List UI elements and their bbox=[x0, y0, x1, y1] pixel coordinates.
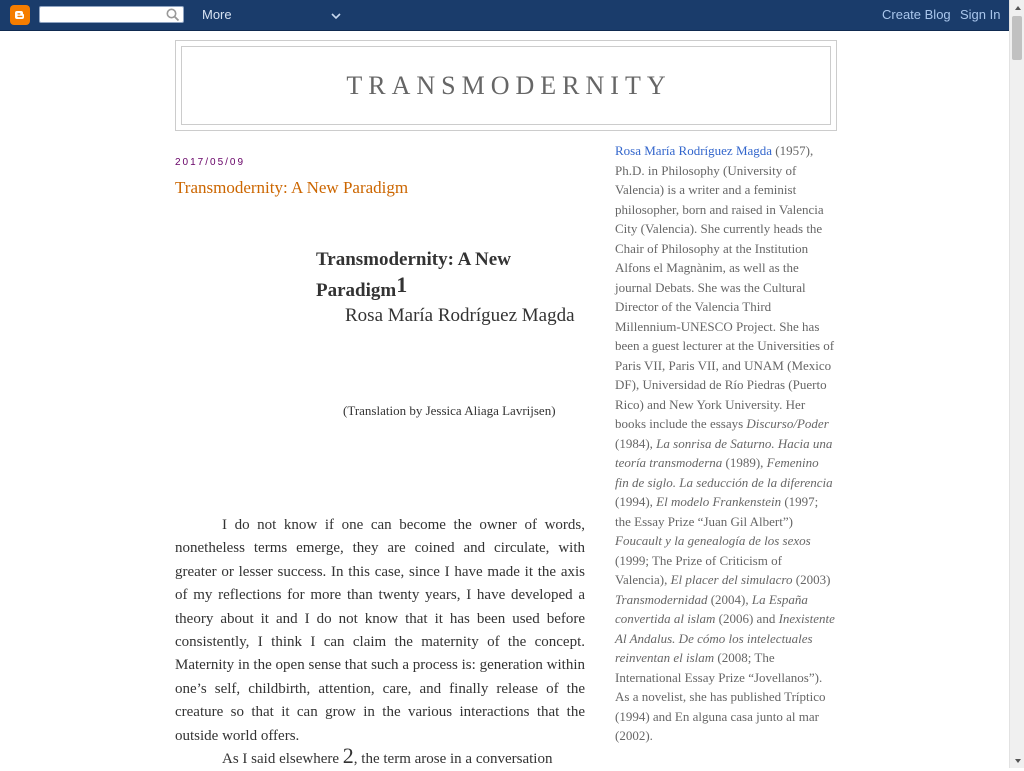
author-bio bbox=[615, 143, 835, 743]
bio-text: (1984), bbox=[615, 435, 657, 451]
bio-text: (1997; the Essay Prize “Juan Gil Albert”) bbox=[615, 494, 819, 529]
post-body bbox=[175, 514, 585, 771]
sign-in-link[interactable]: Sign In bbox=[960, 7, 1001, 22]
book-title: Femenino fin de siglo. La seducción de la diferencia bbox=[615, 455, 833, 490]
scroll-up-arrow-icon[interactable] bbox=[1010, 0, 1024, 15]
scrollbar-thumb[interactable] bbox=[1012, 16, 1022, 60]
post-date: 2017/05/09 bbox=[175, 157, 246, 168]
document-title-text: Transmodernity: A New Paradigm bbox=[316, 249, 511, 301]
post-title[interactable]: Transmodernity: A New Paradigm bbox=[175, 178, 409, 197]
bio-text: (1957), Ph.D. in Philosophy (University of Valencia) is a writer and a feminist philosopher, born and raised in Valencia City (Valencia). She currently heads the Chair of Philosophy at the Institution Alfons el Magnànim, as well as the journal Debats. She was the Cultural Director of the Valencia Third Millennium-UNESCO Project. She has been a guest lecturer at the Universities of Paris VII, Paris VII, and UNAM (Mexico DF), Universidad de Río Piedras (Puerto Rico) and New York University. Her books include the essays bbox=[615, 143, 835, 431]
search-icon[interactable] bbox=[165, 7, 181, 23]
vertical-scrollbar[interactable] bbox=[1009, 0, 1024, 768]
bio-text: (2003) bbox=[792, 572, 831, 587]
blogger-logo-icon[interactable] bbox=[10, 5, 30, 25]
book-title: Inexistente Al Andalus. De cómo los intelectuales reinventan el islam bbox=[615, 611, 835, 665]
bio-text: (2006) and bbox=[715, 611, 779, 626]
translation-credit: (Translation by Jessica Aliaga Lavrijsen) bbox=[343, 403, 556, 418]
more-menu-button[interactable]: More bbox=[202, 7, 232, 22]
footnote-2-link[interactable]: 2 bbox=[342, 743, 354, 769]
scroll-down-arrow-icon[interactable] bbox=[1010, 753, 1024, 768]
blog-title[interactable]: TRANSMODERNITY bbox=[346, 70, 672, 100]
book-title: Transmodernidad bbox=[615, 591, 708, 607]
post-column bbox=[175, 150, 585, 769]
bio-text: (1999; The Prize of Criticism of Valencia), bbox=[615, 552, 782, 587]
blog-search-input[interactable] bbox=[39, 6, 184, 23]
book-title: La España convertida al islam bbox=[615, 591, 808, 626]
author-profile-link[interactable]: Rosa María Rodríguez Magda bbox=[615, 143, 773, 158]
bio-text: (2008; The International Essay Prize “Jovellanos”). As a novelist, she has published Tríptico (1994) and En alguna casa junto al mar (2002). bbox=[615, 650, 826, 743]
book-title: El modelo Frankenstein bbox=[656, 494, 782, 509]
body-paragraph: I do not know if one can become the owner of words, nonetheless terms emerge, they are coined and circulate, with greater or lesser success. In this case, since I have made it the axis of my reflections for more than twenty years, I have developed a theory about it and I do not know that it has been used before consistently, I think I can claim the maternity of the concept. Maternity in the open sense that such a process is: generation within one’s self, childbirth, attention, care, and finally release of the creature so that it can grow in the various interactions that the outside world offers. bbox=[175, 517, 585, 744]
chevron-down-icon[interactable] bbox=[330, 9, 342, 19]
footnote-1-link[interactable]: 1 bbox=[396, 272, 408, 297]
bio-text: (1994), bbox=[615, 494, 657, 509]
book-title: Foucault y la genealogía de los sexos bbox=[615, 533, 811, 548]
book-title: El placer del simulacro bbox=[670, 572, 793, 587]
document-author: Rosa María Rodríguez Magda bbox=[345, 305, 575, 326]
sidebar-author-profile bbox=[615, 141, 835, 746]
create-blog-link[interactable]: Create Blog bbox=[882, 7, 951, 22]
document-title bbox=[316, 244, 546, 306]
bio-text: (1989), bbox=[722, 455, 767, 470]
book-title: Discurso/Poder bbox=[746, 416, 829, 431]
blog-header-inner bbox=[181, 46, 831, 125]
body-paragraph-text: , the term arose in a conversation bbox=[353, 751, 553, 768]
bio-text: (2004), bbox=[707, 591, 752, 607]
blog-header bbox=[175, 40, 837, 131]
book-title: La sonrisa de Saturno. Hacia una teoría transmoderna bbox=[615, 435, 833, 470]
body-paragraph-text: As I said elsewhere bbox=[222, 751, 340, 768]
blogger-navbar bbox=[0, 0, 1009, 31]
